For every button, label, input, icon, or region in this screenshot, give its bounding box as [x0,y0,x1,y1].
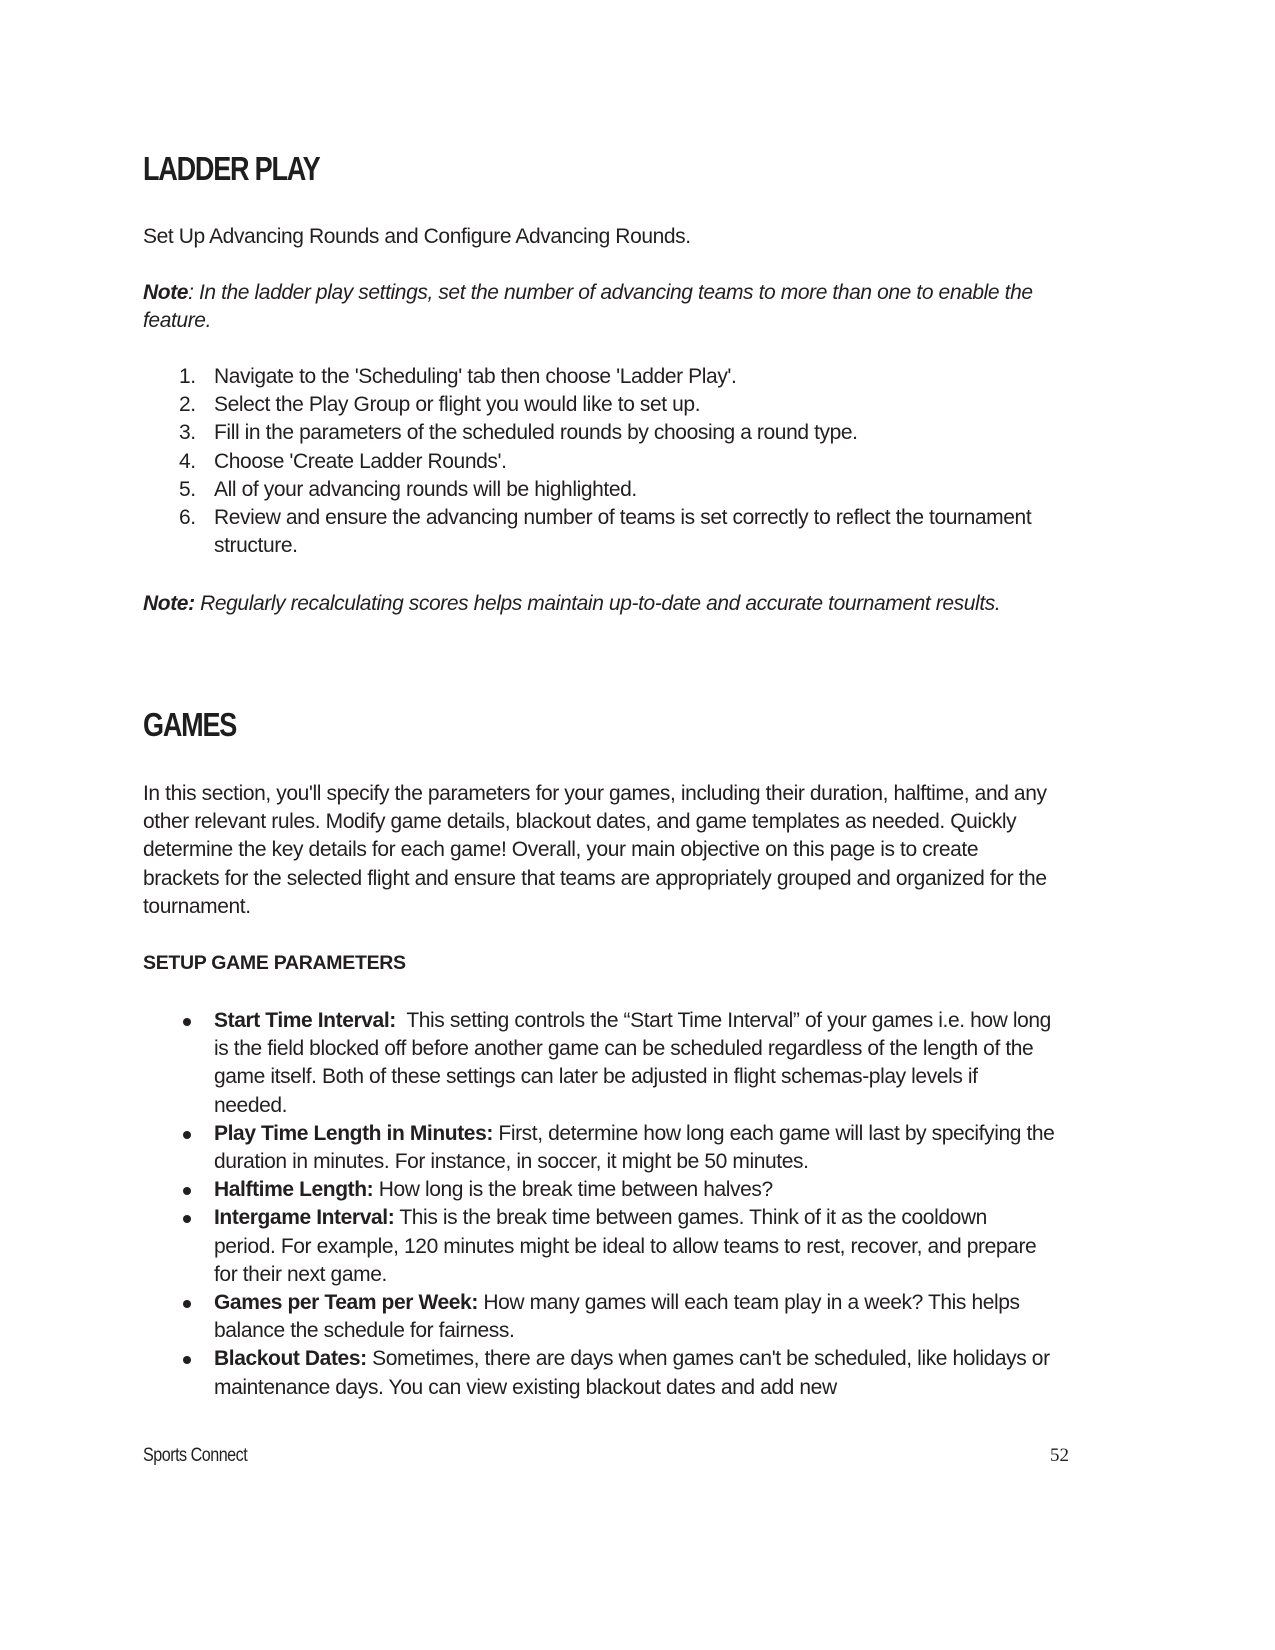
bullet-icon [183,1018,191,1026]
parameter-text: Sometimes, there are days when games can't be scheduled, like holidays or maintenance days. You can view existing blackout dates and add new [214,1347,1050,1399]
note-text: : In the ladder play settings, set the number of advancing teams to more than one to enable the feature. [143,281,1033,333]
parameter-item [143,1345,1054,1401]
page-number: 52 [1050,1445,1069,1466]
parameter-term: Blackout Dates: [214,1347,367,1371]
step-text: Select the Play Group or flight you would like to set up. [214,393,701,417]
parameter-text: How long is the break time between halves? [373,1178,773,1202]
bullet-icon [183,1187,191,1195]
step-item [143,476,1063,504]
step-number: 5. [179,477,196,501]
step-item [143,419,1063,447]
parameter-term: Start Time Interval: [214,1009,396,1032]
note-label: Note: [143,592,195,615]
ladder-play-intro: Set Up Advancing Rounds and Configure Advancing Rounds. [143,225,691,248]
parameter-item [143,1289,1054,1345]
step-number: 6. [179,506,196,530]
bullet-icon [183,1356,191,1364]
step-text: All of your advancing rounds will be highlighted. [214,477,637,501]
ladder-play-note-2 [143,590,1073,618]
parameter-item [143,1007,1057,1120]
parameter-item [143,1204,1044,1289]
bullet-icon [183,1131,191,1139]
parameter-term: Games per Team per Week: [214,1291,478,1315]
step-text: Choose 'Create Ladder Rounds'. [214,449,507,473]
step-item [143,363,1063,391]
parameter-item [143,1120,1064,1176]
step-text: Fill in the parameters of the scheduled rounds by choosing a round type. [214,421,858,445]
step-item [143,448,1063,476]
step-number: 3. [179,421,196,445]
step-text: Navigate to the 'Scheduling' tab then choose 'Ladder Play'. [214,365,737,388]
parameter-term: Halftime Length: [214,1178,374,1202]
parameter-text: First, determine how long each game will last by specifying the duration in minutes. For instance, in soccer, it might be 50 minutes. [214,1121,1055,1174]
parameter-text: How many games will each team play in a week? This helps balance the schedule for fairness. [214,1291,1020,1343]
game-parameters-list [143,1007,1063,1402]
step-number: 4. [179,449,196,473]
parameter-term: Intergame Interval: [214,1206,395,1230]
step-number: 2. [179,393,196,417]
games-intro: In this section, you'll specify the parameters for your games, including their duration, halftime, and any other relevant rules. Modify game details, blackout dates, and game templates as needed. Quickly determine the key details for each game! Overall, your main objective on this page is to create brackets for the selected flight and ensure that teams are appropriately grouped and organized for the tournament. [143,782,1047,918]
setup-game-parameters-heading: SETUP GAME PARAMETERS [143,952,406,974]
parameter-term: Play Time Length in Minutes: [214,1121,493,1145]
parameter-text: This setting controls the “Start Time Interval” of your games i.e. how long is the field blocked off before another game can be scheduled regardless of the length of the game itself. Both of these settings can later be adjusted in flight schemas-play levels if needed. [214,1009,1057,1117]
section-title-ladder-play: LADDER PLAY [143,150,320,187]
step-number: 1. [179,365,196,388]
step-text: Review and ensure the advancing number of teams is set correctly to reflect the tournament structure. [214,506,1032,558]
bullet-icon [183,1215,191,1223]
parameter-item [143,1176,1063,1204]
ladder-play-steps [143,363,1063,560]
bullet-icon [183,1300,191,1308]
parameter-text: This is the break time between games. Think of it as the cooldown period. For example, 120 minutes might be ideal to allow teams to rest, recover, and prepare for their next game. [214,1206,1037,1286]
section-title-games: GAMES [143,706,237,743]
note-text: Regularly recalculating scores helps maintain up-to-date and accurate tournament results. [194,592,1001,615]
ladder-play-note [143,279,1073,335]
step-item [143,391,1063,419]
note-label: Note [143,281,189,304]
step-item [143,504,1044,560]
footer-brand: Sports Connect [143,1445,248,1466]
